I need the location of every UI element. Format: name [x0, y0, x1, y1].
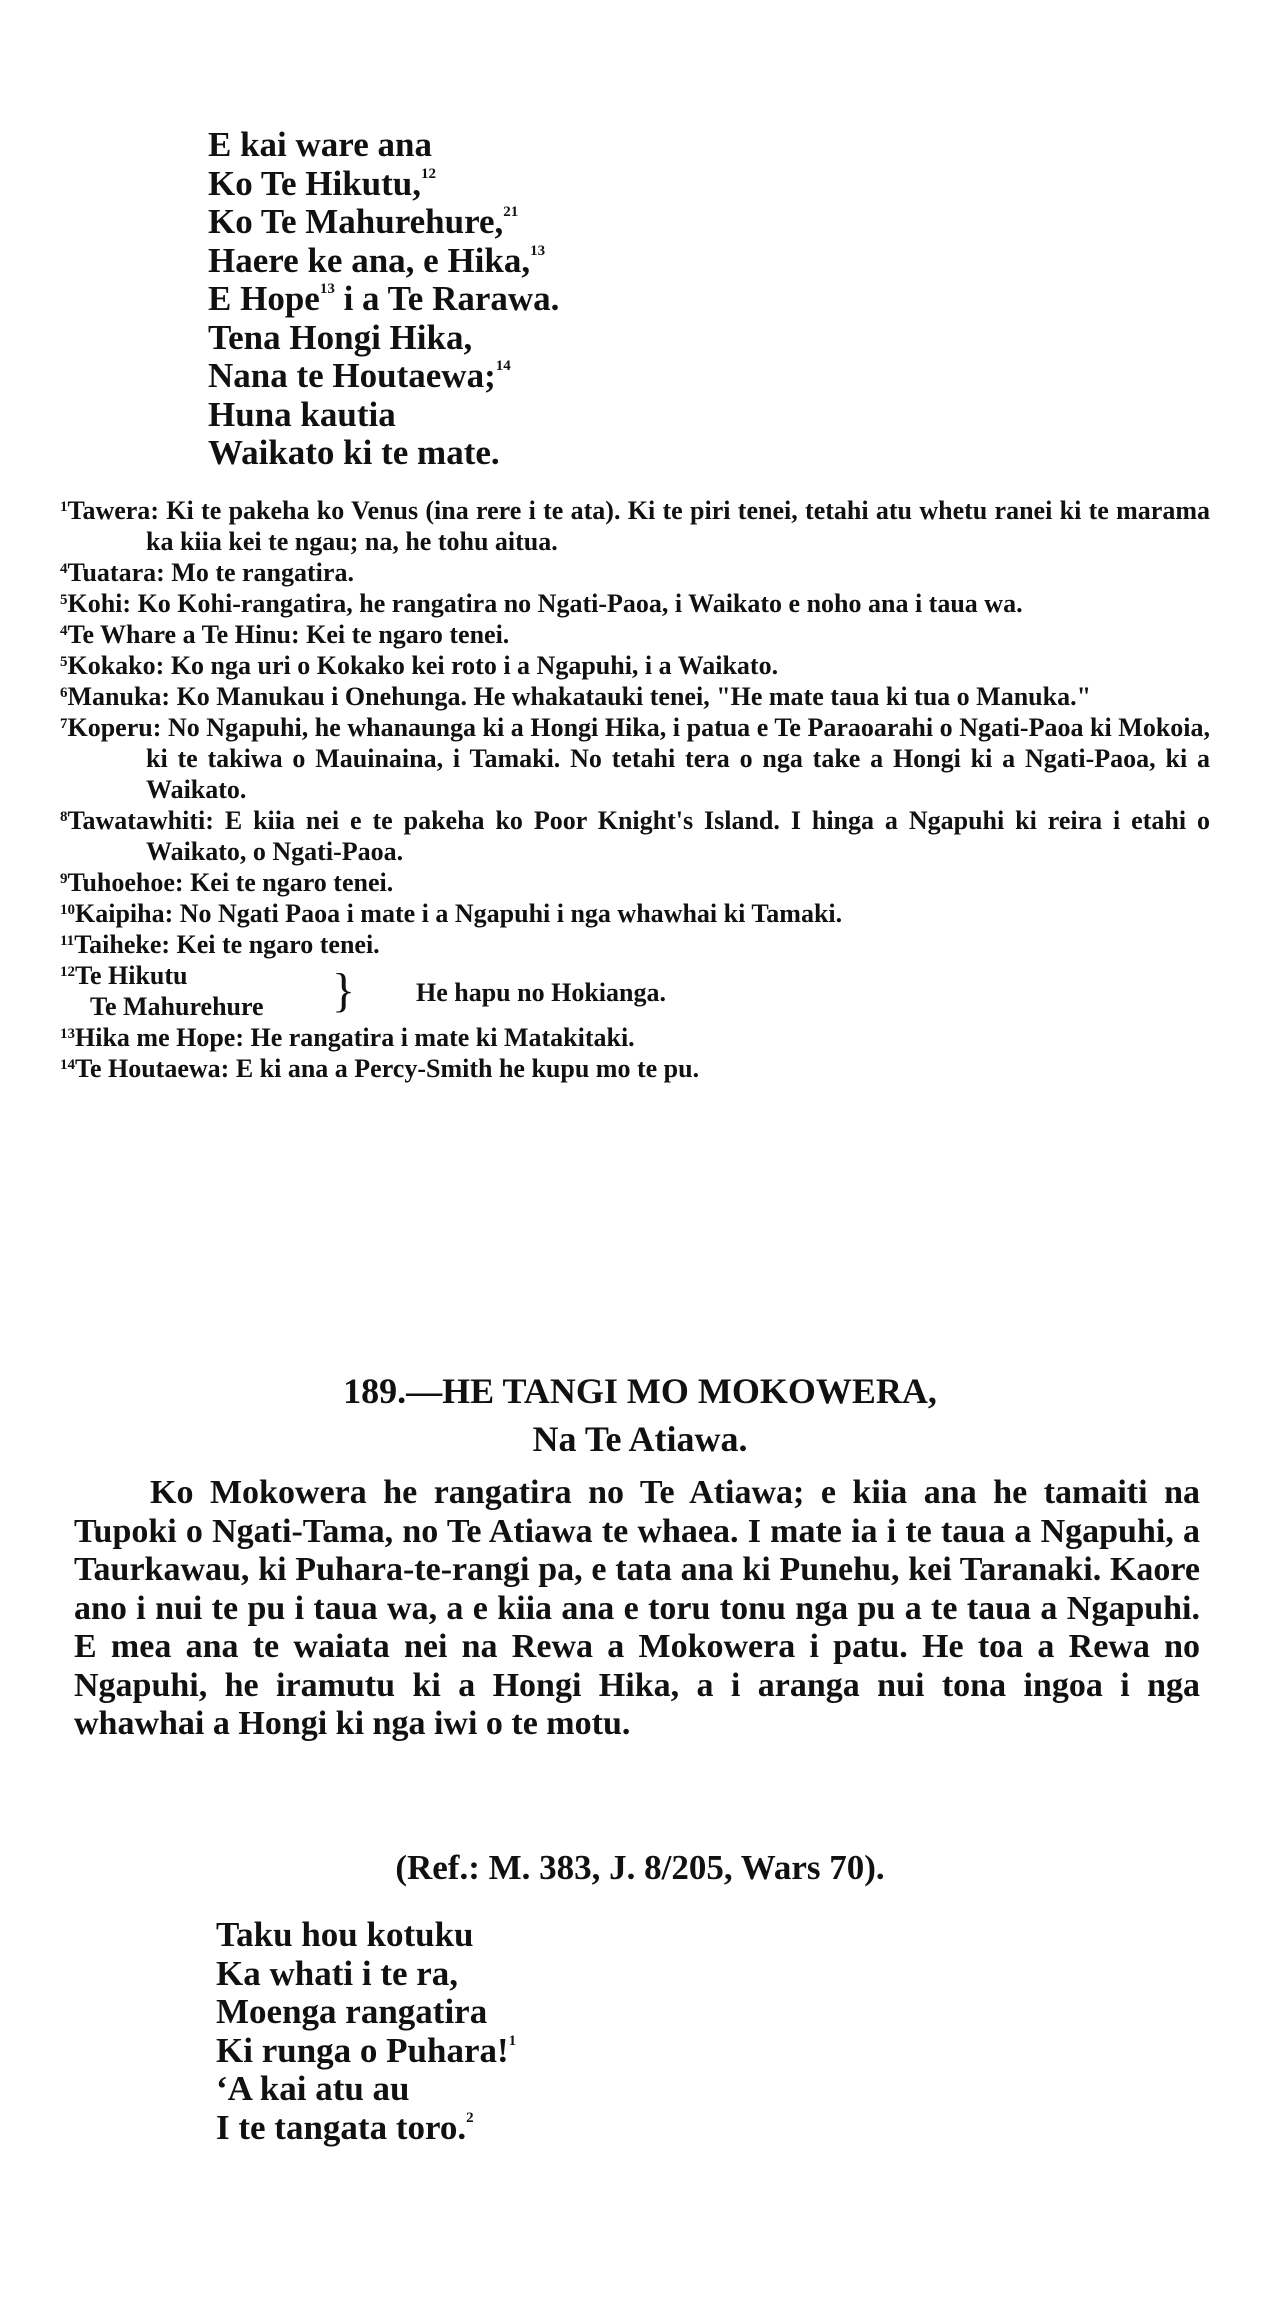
footnote: $^8$Tawatawhiti: E kiia nei e te pakeha ko Poor Knight's Island. I hinga a Ngapuhi ki reira i etahi o Waikato, o Ngati-Paoa. — [60, 806, 1210, 866]
footnote-grouped: $^{12}$Te Hikutu Te Mahurehure } He hapu no Hokianga. — [60, 961, 666, 1021]
section-title: 189.—HE TANGI MO MOKOWERA, — [343, 1371, 937, 1411]
footnote-term: Taiheke — [74, 930, 162, 959]
footnote-marker: 1 — [508, 2032, 517, 2049]
footnote-term: Kohi — [67, 589, 123, 618]
poem-line: Waikato ki te mate. — [208, 433, 500, 472]
poem-line: Nana te Houtaewa;$^{14}$ — [208, 356, 511, 395]
footnote: $^4$Tuatara: Mo te rangatira. — [60, 558, 354, 587]
footnote-marker: 13 — [530, 242, 546, 259]
footnotes — [60, 495, 1210, 1084]
poem-line: Tena Hongi Hika, — [208, 317, 473, 357]
poem-line: E Hope$^{13}$ i a Te Rarawa. — [208, 279, 560, 318]
footnote-description: He hapu no Hokianga. — [416, 978, 666, 1007]
footnote-marker: 21 — [503, 204, 519, 220]
footnote-term: Tawera — [67, 496, 151, 525]
reference-line: (Ref.: M. 383, J. 8/205, Wars 70). — [395, 1848, 885, 1887]
poem-line: I te tangata toro.$^2$ — [216, 2107, 474, 2147]
footnote-term: Te Mahurehure — [90, 992, 264, 1021]
footnote: $^9$Tuhoehoe: Kei te ngaro tenei. — [60, 868, 394, 897]
footnote: $^{11}$Taiheke: Kei te ngaro tenei. — [60, 930, 380, 959]
footnote-marker: 2 — [466, 2109, 474, 2126]
footnote-marker: 12 — [421, 165, 437, 182]
poem-line: Haere ke ana, e Hika,$^{13}$ — [208, 240, 546, 280]
footnote-term: Tuhoehoe — [67, 868, 175, 897]
footnote-term: Tawatawhiti — [67, 806, 206, 835]
poem-line: Taku hou kotuku — [216, 1915, 474, 1954]
footnote-term: Koperu — [67, 713, 153, 742]
footnote-marker: 14 — [495, 358, 511, 374]
footnote-term: Te Whare a Te Hinu — [67, 620, 291, 649]
footnote-term: Manuka — [67, 682, 162, 711]
poem-line: Moenga rangatira — [216, 1992, 488, 2031]
poem-line: ‘A kai atu au — [216, 2069, 410, 2108]
footnote-marker: 13 — [319, 281, 335, 297]
footnote: $^7$Koperu: No Ngapuhi, he whanaunga ki a Hongi Hika, i patua e Te Paraoarahi o Ngati-Paoa ki Mokoia, ki te takiwa o Mauinaina, i Tamaki. No tetahi tera o nga take a Hongi ki a Ngati-Paoa, ki a Waikato. — [60, 713, 1210, 804]
footnote: $^6$Manuka: Ko Manukau i Onehunga. He whakatauki tenei, "He mate taua ki tua o Manuka." — [60, 682, 1092, 711]
footnote: $^{13}$Hika me Hope: He rangatira i mate ki Matakitaki. — [60, 1023, 635, 1052]
poem-line: Ka whati i te ra, — [216, 1953, 459, 1993]
poem-verse-bottom — [216, 1916, 516, 2147]
footnote: $^5$Kokako: Ko nga uri o Kokako kei roto i a Ngapuhi, i a Waikato. — [60, 651, 779, 680]
poem-line: Ki runga o Puhara!$^1$ — [216, 2030, 517, 2070]
footnote-term: Hika me Hope — [75, 1023, 236, 1052]
brace-bracket: } — [332, 964, 356, 1017]
footnote: $^{10}$Kaipiha: No Ngati Paoa i mate i a Ngapuhi i nga whawhai ki Tamaki. — [60, 899, 843, 928]
footnote-term: Tuatara — [67, 558, 157, 587]
poem-verse-top — [208, 126, 559, 473]
footnote: $^1$Tawera: Ki te pakeha ko Venus (ina rere i te ata). Ki te piri tenei, tetahi atu whetu ranei ki te marama ka kiia kei te ngau; na, he tohu aitua. — [60, 496, 1210, 556]
poem-line: E kai ware ana — [208, 125, 432, 164]
poem-line: Huna kautia — [208, 394, 396, 434]
footnote-term: Te Houtaewa — [75, 1054, 221, 1083]
footnote: $^5$Kohi: Ko Kohi-rangatira, he rangatira no Ngati-Paoa, i Waikato e noho ana i taua wa. — [60, 589, 1023, 618]
intro-paragraph: Ko Mokowera he rangatira no Te Atiawa; e kiia ana he tamaiti na Tupoki o Ngati-Tama, no Te Atiawa te whaea. I mate ia i te taua a Ngapuhi, a Taurkawau, ki Puhara-te-rangi pa, e tata ana ki Punehu, kei Taranaki. Kaore ano i nui te pu i taua wa, a e kiia ana e toru tonu nga pu a te taua a Ngapuhi. E mea ana te waiata nei na Rewa a Mokowera i patu. He toa a Rewa no Ngapuhi, he iramutu ki a Hongi Hika, a i aranga nui tona ingoa i nga whawhai a Hongi ki nga iwi o te motu. — [74, 1474, 1200, 1742]
footnote: $^4$Te Whare a Te Hinu: Kei te ngaro tenei. — [60, 620, 510, 649]
poem-line: Ko Te Mahurehure,$^{21}$ — [208, 202, 519, 241]
footnote-term: Te Hikutu — [75, 961, 188, 990]
poem-line: Ko Te Hikutu,$^{12}$ — [208, 163, 437, 203]
footnote: $^{14}$Te Houtaewa: E ki ana a Percy-Smith he kupu mo te pu. — [60, 1054, 700, 1083]
footnote-term: Kaipiha — [75, 899, 165, 928]
section-subtitle: Na Te Atiawa. — [532, 1419, 748, 1459]
footnote-term: Kokako — [67, 651, 156, 680]
